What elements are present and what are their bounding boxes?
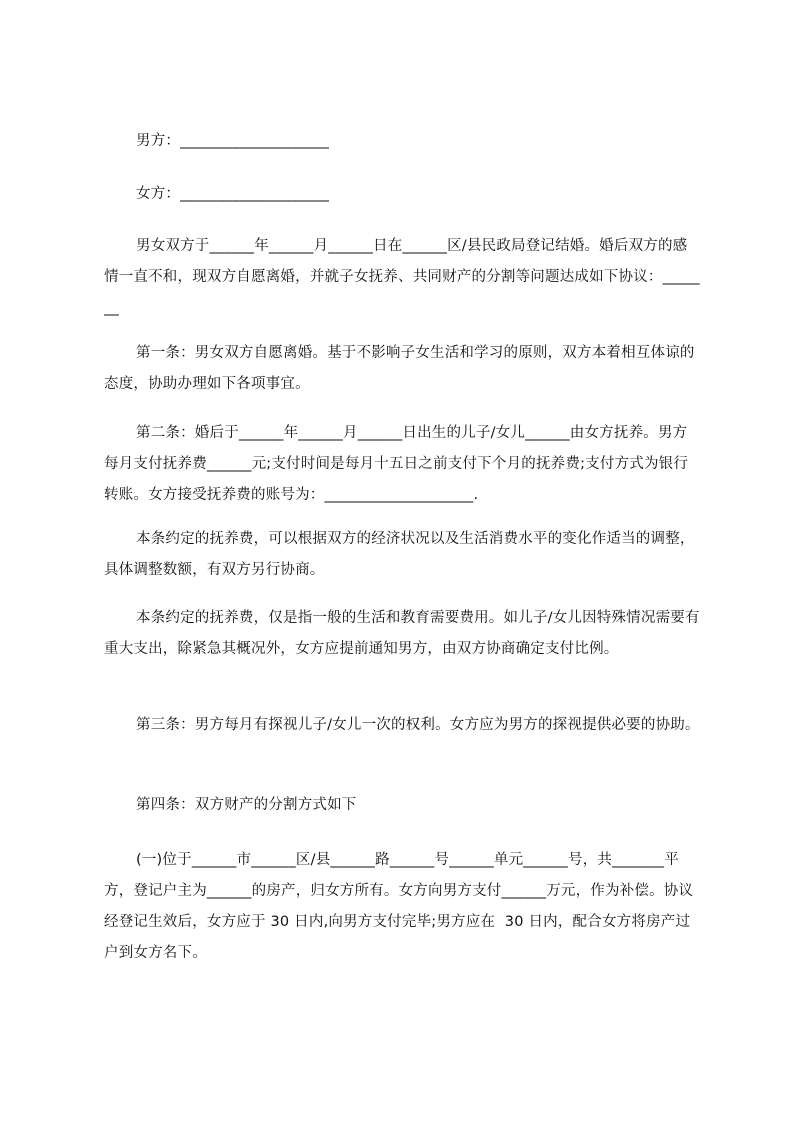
article-3: 第三条：男方每月有探视儿子/女儿一次的权利。女方应为男方的探视提供必要的协助。: [136, 717, 700, 733]
article-4-item-1: (一)位于______市______区/县______路______号______单元______号，共_______平方，登记户主为______的房产，归女方所有。女方向男方支付______万元，作为补偿。协议经登记生效后，女方应于 30 日内,向男方支付完毕;男方应在 30 日内，配合女方将房产过户到女方名下。: [104, 852, 694, 961]
intro-paragraph: 男女双方于______年______月______日在______区/县民政局登记结婚。婚后双方的感情一直不和，现双方自愿离婚，并就子女抚养、共同财产的分割等问题达成如下协议：_______: [104, 238, 700, 316]
husband-signature-line: 男方：____________________: [136, 133, 330, 149]
article-4: 第四条：双方财产的分割方式如下: [136, 797, 357, 813]
wife-signature-line: 女方：____________________: [136, 186, 330, 202]
clause-scope: 本条约定的抚养费，仅是指一般的生活和教育需要费用。如儿子/女儿因特殊情况需要有重大支出，除紧急其概况外，女方应提前通知男方，由双方协商确定支付比例。: [104, 610, 700, 657]
article-1: 第一条：男女双方自愿离婚。基于不影响子女生活和学习的原则，双方本着相互体谅的态度，协助办理如下各项事宜。: [104, 345, 695, 392]
article-2: 第二条：婚后于______年______月______日出生的儿子/女儿______由女方抚养。男方每月支付抚养费______元;支付时间是每月十五日之前支付下个月的抚养费;支付方式为银行转账。女方接受抚养费的账号为：____________________.: [104, 425, 689, 503]
clause-adjustment: 本条约定的抚养费，可以根据双方的经济状况以及生活消费水平的变化作适当的调整，具体调整数额，有双方另行协商。: [104, 531, 695, 578]
